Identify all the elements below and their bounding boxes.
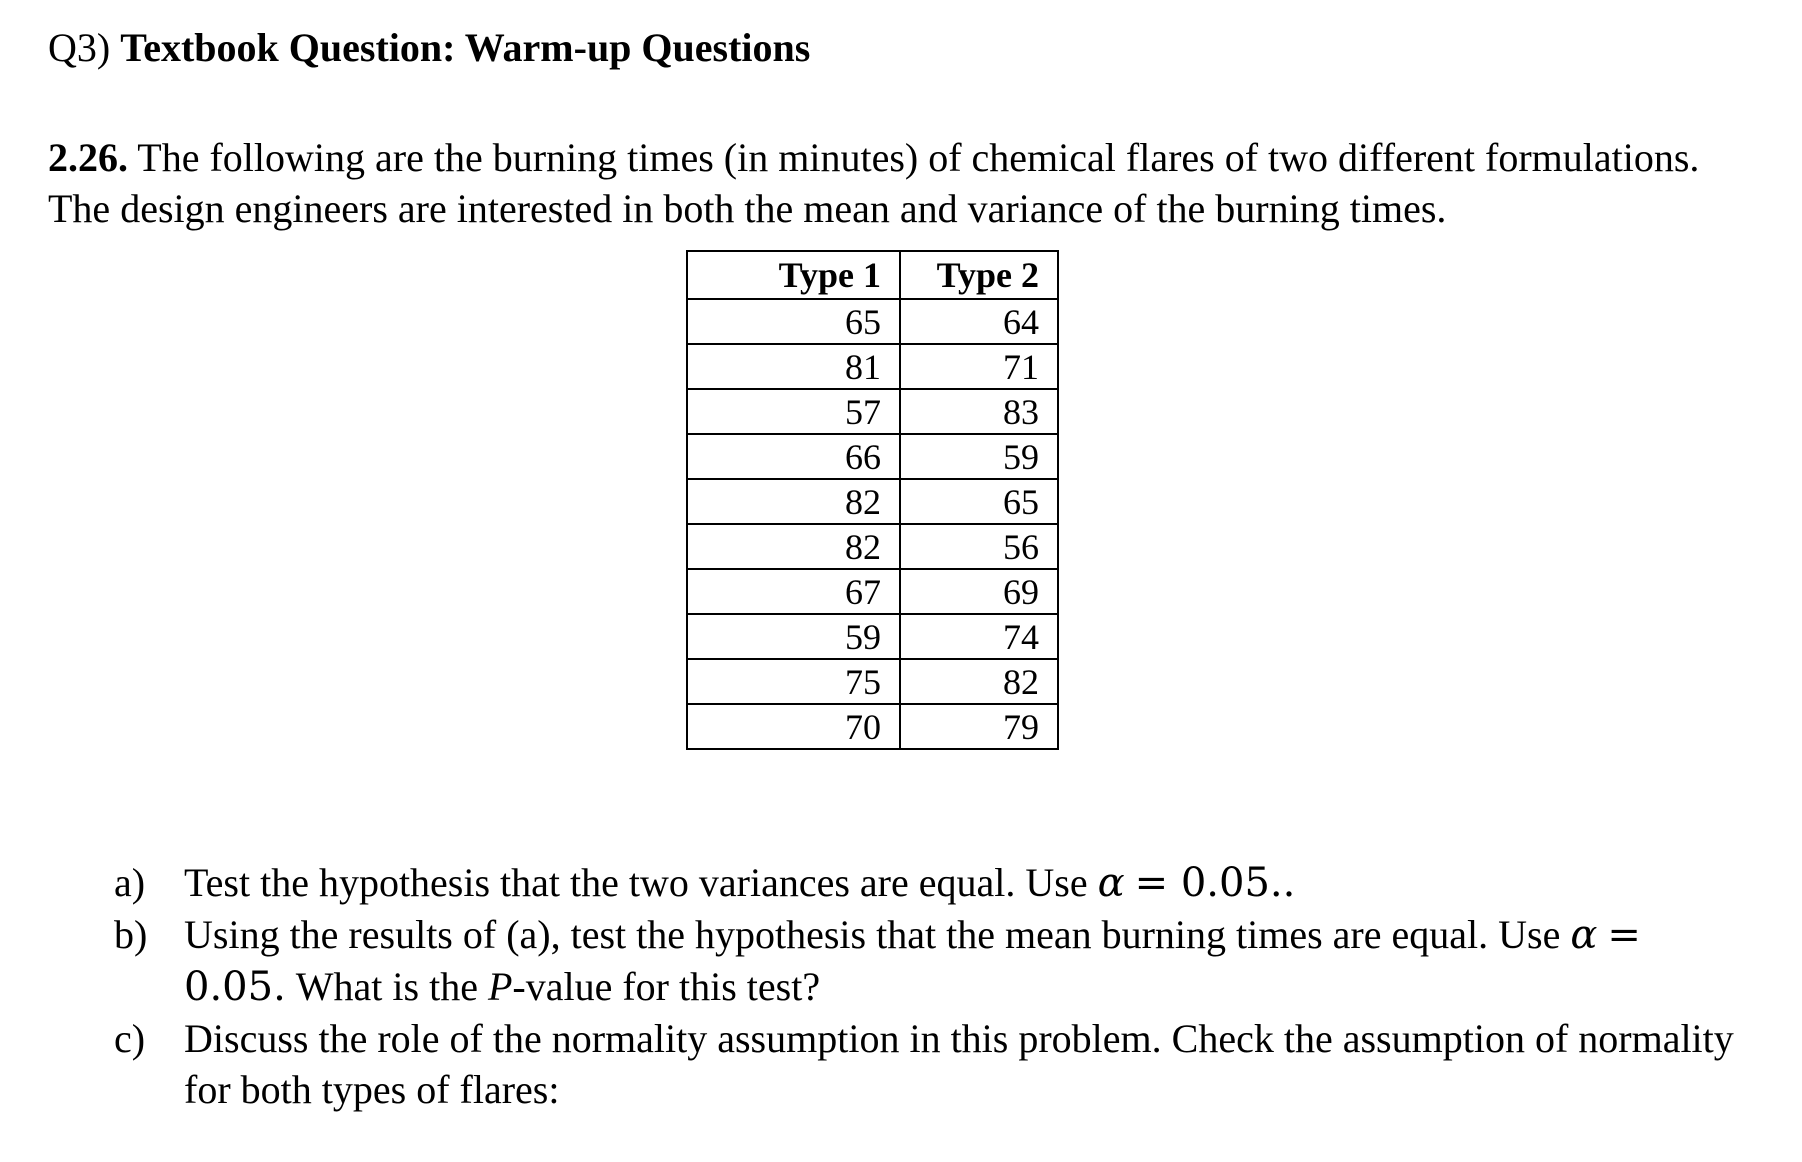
table-row xyxy=(687,569,1058,614)
cell-type-2: 56 xyxy=(900,524,1058,569)
p-symbol: P xyxy=(487,964,513,1009)
problem-number: 2.26. xyxy=(48,135,128,180)
burning-times-table xyxy=(686,250,1059,750)
cell-type-2: 65 xyxy=(900,479,1058,524)
table-row xyxy=(687,704,1058,749)
table-row xyxy=(687,389,1058,434)
question-b-text-before: Using the results of (a), test the hypothesis that the mean burning times are equal. Use xyxy=(184,912,1561,957)
cell-type-1: 59 xyxy=(687,614,900,659)
question-list xyxy=(114,857,1734,1115)
cell-type-2: 71 xyxy=(900,344,1058,389)
alpha-symbol: α xyxy=(1570,912,1598,958)
cell-type-2: 69 xyxy=(900,569,1058,614)
question-a-marker: a) xyxy=(114,860,146,905)
cell-type-1: 82 xyxy=(687,524,900,569)
table-row xyxy=(687,299,1058,344)
cell-type-1: 65 xyxy=(687,299,900,344)
question-b-text-mid: What is the xyxy=(295,964,478,1009)
question-a-text xyxy=(184,857,1734,909)
heading-title: Textbook Question: Warm-up Questions xyxy=(120,25,811,70)
table-row xyxy=(687,524,1058,569)
cell-type-1: 57 xyxy=(687,389,900,434)
cell-type-1: 75 xyxy=(687,659,900,704)
cell-type-1: 81 xyxy=(687,344,900,389)
table-row xyxy=(687,659,1058,704)
question-b-text-after: -value for this test? xyxy=(512,964,821,1009)
problem-text: The following are the burning times (in minutes) of chemical flares of two different formulations. The design engineers are interested in both the mean and variance of the burning times. xyxy=(48,135,1700,231)
table-row xyxy=(687,614,1058,659)
question-b xyxy=(114,909,1734,1013)
alpha-value: = 0.05.. xyxy=(1134,860,1296,906)
heading-prefix: Q3) xyxy=(48,25,111,70)
table-row xyxy=(687,434,1058,479)
cell-type-2: 64 xyxy=(900,299,1058,344)
problem-statement xyxy=(48,132,1768,234)
cell-type-2: 59 xyxy=(900,434,1058,479)
alpha-symbol: α xyxy=(1097,860,1125,906)
question-heading xyxy=(48,20,1768,76)
question-c xyxy=(114,1013,1734,1115)
alpha-value: = 0.05. xyxy=(184,912,1641,1010)
question-b-marker: b) xyxy=(114,912,148,957)
table-header-row xyxy=(687,251,1058,299)
question-c-marker: c) xyxy=(114,1016,146,1061)
question-a-text-before: Test the hypothesis that the two variances are equal. Use xyxy=(184,860,1088,905)
question-c-text: Discuss the role of the normality assumption in this problem. Check the assumption of normality for both types of flares: xyxy=(184,1016,1734,1112)
cell-type-1: 67 xyxy=(687,569,900,614)
cell-type-1: 82 xyxy=(687,479,900,524)
document xyxy=(48,20,1768,234)
cell-type-1: 66 xyxy=(687,434,900,479)
cell-type-2: 79 xyxy=(900,704,1058,749)
header-type-1: Type 1 xyxy=(687,251,900,299)
cell-type-2: 82 xyxy=(900,659,1058,704)
data-table-container xyxy=(686,250,1059,750)
cell-type-1: 70 xyxy=(687,704,900,749)
cell-type-2: 74 xyxy=(900,614,1058,659)
question-a xyxy=(114,857,1734,909)
cell-type-2: 83 xyxy=(900,389,1058,434)
table-row xyxy=(687,479,1058,524)
table-row xyxy=(687,344,1058,389)
question-b-text xyxy=(184,909,1734,1013)
header-type-2: Type 2 xyxy=(900,251,1058,299)
